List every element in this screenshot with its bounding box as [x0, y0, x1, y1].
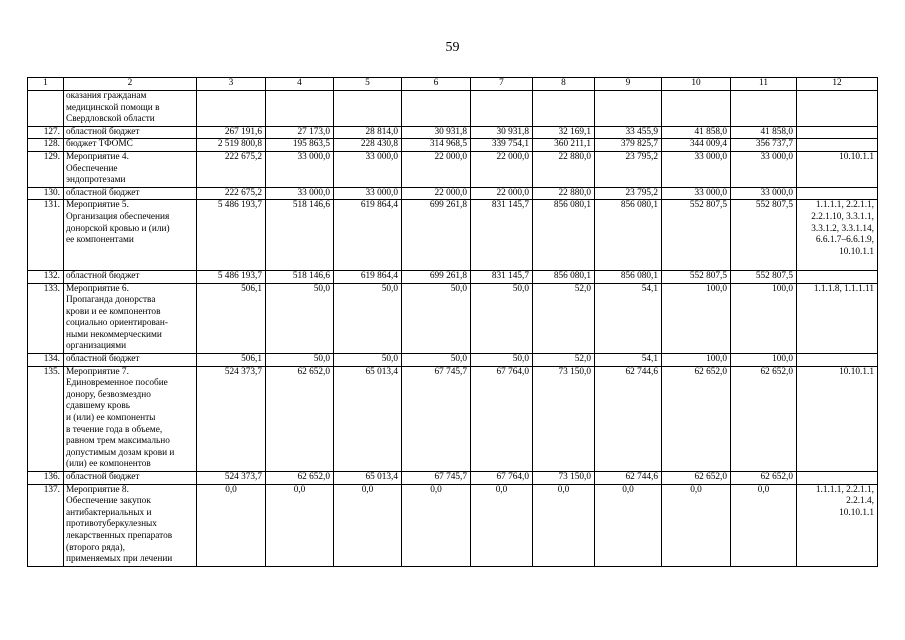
amount-cell: 856 080,1	[595, 270, 662, 283]
amount-cell: 33 000,0	[266, 151, 334, 187]
table-row	[28, 484, 878, 566]
item-name-line: Мероприятие 7.	[66, 366, 129, 377]
item-name-line: организациями	[66, 341, 127, 352]
row-number-cell: 133.	[28, 283, 64, 354]
amount-cell: 552 807,5	[731, 270, 797, 283]
amount-cell: 41 858,0	[731, 126, 797, 139]
amount-cell: 33 455,9	[595, 126, 662, 139]
amount-cell: 50,0	[334, 354, 402, 367]
row-number-cell: 135.	[28, 366, 64, 471]
amount-cell: 62 652,0	[731, 472, 797, 485]
amount-cell: 856 080,1	[595, 200, 662, 271]
item-name-cell	[64, 187, 197, 200]
table-row	[28, 126, 878, 139]
amount-cell: 524 373,7	[197, 472, 266, 485]
target-indicators-cell	[797, 484, 878, 566]
amount-cell: 50,0	[402, 283, 471, 354]
item-name-line: Обеспечение закупок	[66, 496, 151, 507]
column-number-cell: 6	[402, 78, 471, 91]
item-name-line: областной бюджет	[66, 354, 140, 365]
amount-cell: 314 968,5	[402, 139, 471, 152]
item-name-line: Обеспечение	[66, 163, 118, 174]
amount-cell: 856 080,1	[533, 200, 595, 271]
item-name-cell	[64, 139, 197, 152]
page-number: 59	[445, 40, 460, 55]
amount-cell: 65 013,4	[334, 472, 402, 485]
item-name-line: областной бюджет	[66, 126, 140, 137]
target-indicators-cell	[797, 139, 878, 152]
amount-cell: 228 430,8	[334, 139, 402, 152]
item-name-line	[66, 247, 194, 259]
item-name-line: эндопротезами	[66, 175, 126, 186]
amount-cell: 33 000,0	[662, 187, 731, 200]
table-row	[28, 91, 878, 127]
row-number-cell: 131.	[28, 200, 64, 271]
item-name-line: Организация обеспечения	[66, 211, 170, 222]
target-indicators-cell	[797, 283, 878, 354]
item-name-line: ными некоммерческими	[66, 329, 162, 340]
amount-cell: 0,0	[533, 484, 595, 566]
target-indicator-line: 10.10.1.1	[839, 366, 874, 377]
item-name-line: и (или) ее компоненты	[66, 413, 156, 424]
amount-cell: 22 880,0	[533, 187, 595, 200]
amount-cell: 506,1	[197, 283, 266, 354]
amount-cell: 33 000,0	[662, 151, 731, 187]
amount-cell: 518 146,6	[266, 270, 334, 283]
target-indicators-cell	[797, 151, 878, 187]
amount-cell: 62 652,0	[731, 366, 797, 471]
amount-cell: 50,0	[266, 283, 334, 354]
amount-cell: 27 173,0	[266, 126, 334, 139]
amount-cell	[731, 91, 797, 127]
amount-cell: 62 652,0	[662, 366, 731, 471]
amount-cell: 379 825,7	[595, 139, 662, 152]
amount-cell: 195 863,5	[266, 139, 334, 152]
amount-cell: 22 000,0	[402, 151, 471, 187]
table-row	[28, 151, 878, 187]
item-name-line: Единовременное пособие	[66, 378, 168, 389]
amount-cell: 22 000,0	[471, 151, 533, 187]
amount-cell: 62 652,0	[266, 472, 334, 485]
amount-cell: 30 931,8	[471, 126, 533, 139]
amount-cell: 23 795,2	[595, 151, 662, 187]
amount-cell: 50,0	[471, 354, 533, 367]
column-number-cell: 10	[662, 78, 731, 91]
row-number-cell: 127.	[28, 126, 64, 139]
amount-cell	[266, 91, 334, 127]
column-number-cell: 8	[533, 78, 595, 91]
amount-cell: 552 807,5	[662, 270, 731, 283]
amount-cell	[595, 91, 662, 127]
column-number-cell: 5	[334, 78, 402, 91]
item-name-line: областной бюджет	[66, 270, 140, 281]
amount-cell: 0,0	[334, 484, 402, 566]
item-name-cell	[64, 354, 197, 367]
item-name-line: в течение года в объеме,	[66, 424, 163, 435]
table-row	[28, 283, 878, 354]
target-indicators-cell	[797, 91, 878, 127]
table-row	[28, 354, 878, 367]
amount-cell: 22 880,0	[533, 151, 595, 187]
column-number-cell: 12	[797, 78, 878, 91]
item-name-line: социально ориентирован-	[66, 318, 168, 329]
amount-cell: 5 486 193,7	[197, 200, 266, 271]
amount-cell: 50,0	[334, 283, 402, 354]
amount-cell	[533, 91, 595, 127]
amount-cell: 62 744,6	[595, 472, 662, 485]
amount-cell: 54,1	[595, 283, 662, 354]
item-name-cell	[64, 151, 197, 187]
amount-cell: 50,0	[402, 354, 471, 367]
amount-cell: 0,0	[266, 484, 334, 566]
column-number-cell: 11	[731, 78, 797, 91]
item-name-cell	[64, 91, 197, 127]
target-indicator-line: 1.1.1.1, 2.2.1.1,	[815, 484, 874, 495]
column-number-row	[28, 78, 878, 91]
amount-cell	[471, 91, 533, 127]
amount-cell: 619 864,4	[334, 200, 402, 271]
item-name-line: Мероприятие 6.	[66, 283, 129, 294]
item-name-line: Мероприятие 4.	[66, 151, 129, 162]
amount-cell: 73 150,0	[533, 472, 595, 485]
amount-cell: 65 013,4	[334, 366, 402, 471]
column-number-cell: 3	[197, 78, 266, 91]
item-name-cell	[64, 472, 197, 485]
amount-cell: 32 169,1	[533, 126, 595, 139]
target-indicator-line: 2.2.1.10, 3.3.1.1,	[811, 211, 874, 222]
amount-cell: 23 795,2	[595, 187, 662, 200]
item-name-line: равном трем максимально	[66, 436, 170, 447]
item-name-line: допустимым дозам крови и	[66, 447, 175, 458]
amount-cell: 67 764,0	[471, 472, 533, 485]
target-indicator-line: 3.3.1.2, 3.3.1.14,	[811, 223, 874, 234]
target-indicator-line: 10.10.1.1	[839, 507, 874, 518]
target-indicator-line: 6.6.1.7–6.6.1.9,	[815, 235, 874, 246]
column-number-cell: 1	[28, 78, 64, 91]
row-number-cell: 136.	[28, 472, 64, 485]
target-indicators-cell	[797, 187, 878, 200]
amount-cell: 506,1	[197, 354, 266, 367]
amount-cell: 552 807,5	[731, 200, 797, 271]
row-number-cell: 137.	[28, 484, 64, 566]
amount-cell: 100,0	[662, 283, 731, 354]
table-row	[28, 139, 878, 152]
amount-cell: 356 737,7	[731, 139, 797, 152]
amount-cell: 518 146,6	[266, 200, 334, 271]
amount-cell: 100,0	[731, 283, 797, 354]
target-indicators-cell	[797, 126, 878, 139]
amount-cell: 28 814,0	[334, 126, 402, 139]
amount-cell: 52,0	[533, 354, 595, 367]
amount-cell: 100,0	[731, 354, 797, 367]
item-name-line: ее компонентами	[66, 235, 134, 246]
row-number-cell: 134.	[28, 354, 64, 367]
target-indicator-line: 1.1.1.8, 1.1.1.11	[813, 283, 874, 294]
amount-cell: 62 744,6	[595, 366, 662, 471]
amount-cell: 33 000,0	[731, 187, 797, 200]
item-name-cell	[64, 484, 197, 566]
row-number-cell: 132.	[28, 270, 64, 283]
row-number-cell: 130.	[28, 187, 64, 200]
amount-cell: 0,0	[595, 484, 662, 566]
amount-cell: 831 145,7	[471, 200, 533, 271]
row-number-cell: 129.	[28, 151, 64, 187]
item-name-line: донору, безвозмездно	[66, 389, 151, 400]
target-indicator-line: 10.10.1.1	[839, 151, 874, 162]
budget-table	[27, 77, 878, 567]
item-name-cell	[64, 366, 197, 471]
item-name-line: Пропаганда донорства	[66, 295, 156, 306]
table-row	[28, 472, 878, 485]
target-indicators-cell	[797, 270, 878, 283]
item-name-line: донорской кровью и (или)	[66, 223, 170, 234]
item-name-line: противотуберкулезных	[66, 519, 157, 530]
item-name-line: антибактериальных и	[66, 507, 152, 518]
item-name-line: применяемых при лечении	[66, 554, 173, 565]
target-indicator-line: 2.2.1.4,	[846, 496, 874, 507]
amount-cell: 22 000,0	[402, 187, 471, 200]
target-indicator-line: 1.1.1.1, 2.2.1.1,	[815, 200, 874, 211]
amount-cell: 699 261,8	[402, 270, 471, 283]
amount-cell: 831 145,7	[471, 270, 533, 283]
row-number-cell: 128.	[28, 139, 64, 152]
row-number-cell	[28, 91, 64, 127]
item-name-line: (или) ее компонентов	[66, 459, 151, 470]
amount-cell: 30 931,8	[402, 126, 471, 139]
amount-cell: 339 754,1	[471, 139, 533, 152]
amount-cell: 552 807,5	[662, 200, 731, 271]
amount-cell: 62 652,0	[662, 472, 731, 485]
column-number-cell: 9	[595, 78, 662, 91]
amount-cell: 33 000,0	[266, 187, 334, 200]
column-number-cell: 4	[266, 78, 334, 91]
table-row	[28, 200, 878, 271]
item-name-line: областной бюджет	[66, 472, 140, 482]
item-name-cell	[64, 283, 197, 354]
amount-cell: 67 764,0	[471, 366, 533, 471]
item-name-line: Мероприятие 5.	[66, 200, 129, 211]
amount-cell: 73 150,0	[533, 366, 595, 471]
amount-cell: 54,1	[595, 354, 662, 367]
item-name-line: Мероприятие 8.	[66, 484, 129, 495]
item-name-line: медицинской помощи в	[66, 102, 160, 113]
amount-cell: 50,0	[471, 283, 533, 354]
table-row	[28, 270, 878, 283]
target-indicators-cell	[797, 354, 878, 367]
amount-cell	[662, 91, 731, 127]
amount-cell: 360 211,1	[533, 139, 595, 152]
column-number-cell: 2	[64, 78, 197, 91]
amount-cell: 699 261,8	[402, 200, 471, 271]
item-name-cell	[64, 270, 197, 283]
amount-cell: 267 191,6	[197, 126, 266, 139]
amount-cell: 100,0	[662, 354, 731, 367]
item-name-line	[66, 258, 194, 270]
amount-cell	[197, 91, 266, 127]
amount-cell: 0,0	[662, 484, 731, 566]
item-name-line: сдавшему кровь	[66, 401, 130, 412]
target-indicators-cell	[797, 366, 878, 471]
amount-cell: 344 009,4	[662, 139, 731, 152]
item-name-line: бюджет ТФОМС	[66, 139, 133, 150]
amount-cell: 222 675,2	[197, 187, 266, 200]
column-number-cell: 7	[471, 78, 533, 91]
amount-cell: 33 000,0	[334, 187, 402, 200]
item-name-line: крови и ее компонентов	[66, 306, 161, 317]
table-row	[28, 366, 878, 471]
target-indicators-cell	[797, 472, 878, 485]
item-name-cell	[64, 200, 197, 271]
amount-cell: 33 000,0	[731, 151, 797, 187]
item-name-line: лекарственных препаратов	[66, 530, 173, 541]
amount-cell: 52,0	[533, 283, 595, 354]
target-indicators-cell	[797, 200, 878, 271]
amount-cell: 0,0	[471, 484, 533, 566]
amount-cell	[402, 91, 471, 127]
target-indicator-line: 10.10.1.1	[839, 246, 874, 257]
amount-cell: 22 000,0	[471, 187, 533, 200]
item-name-line: оказания гражданам	[66, 91, 147, 101]
amount-cell: 62 652,0	[266, 366, 334, 471]
amount-cell: 5 486 193,7	[197, 270, 266, 283]
amount-cell	[334, 91, 402, 127]
amount-cell: 2 519 800,8	[197, 139, 266, 152]
amount-cell: 524 373,7	[197, 366, 266, 471]
amount-cell: 619 864,4	[334, 270, 402, 283]
amount-cell: 67 745,7	[402, 472, 471, 485]
amount-cell: 50,0	[266, 354, 334, 367]
table-row	[28, 187, 878, 200]
amount-cell: 67 745,7	[402, 366, 471, 471]
amount-cell: 856 080,1	[533, 270, 595, 283]
amount-cell: 0,0	[402, 484, 471, 566]
amount-cell: 33 000,0	[334, 151, 402, 187]
item-name-line: (второго ряда),	[66, 542, 125, 553]
amount-cell: 0,0	[731, 484, 797, 566]
item-name-line: Свердловской области	[66, 114, 155, 125]
amount-cell: 222 675,2	[197, 151, 266, 187]
item-name-cell	[64, 126, 197, 139]
item-name-line: областной бюджет	[66, 187, 140, 198]
amount-cell: 41 858,0	[662, 126, 731, 139]
amount-cell: 0,0	[197, 484, 266, 566]
